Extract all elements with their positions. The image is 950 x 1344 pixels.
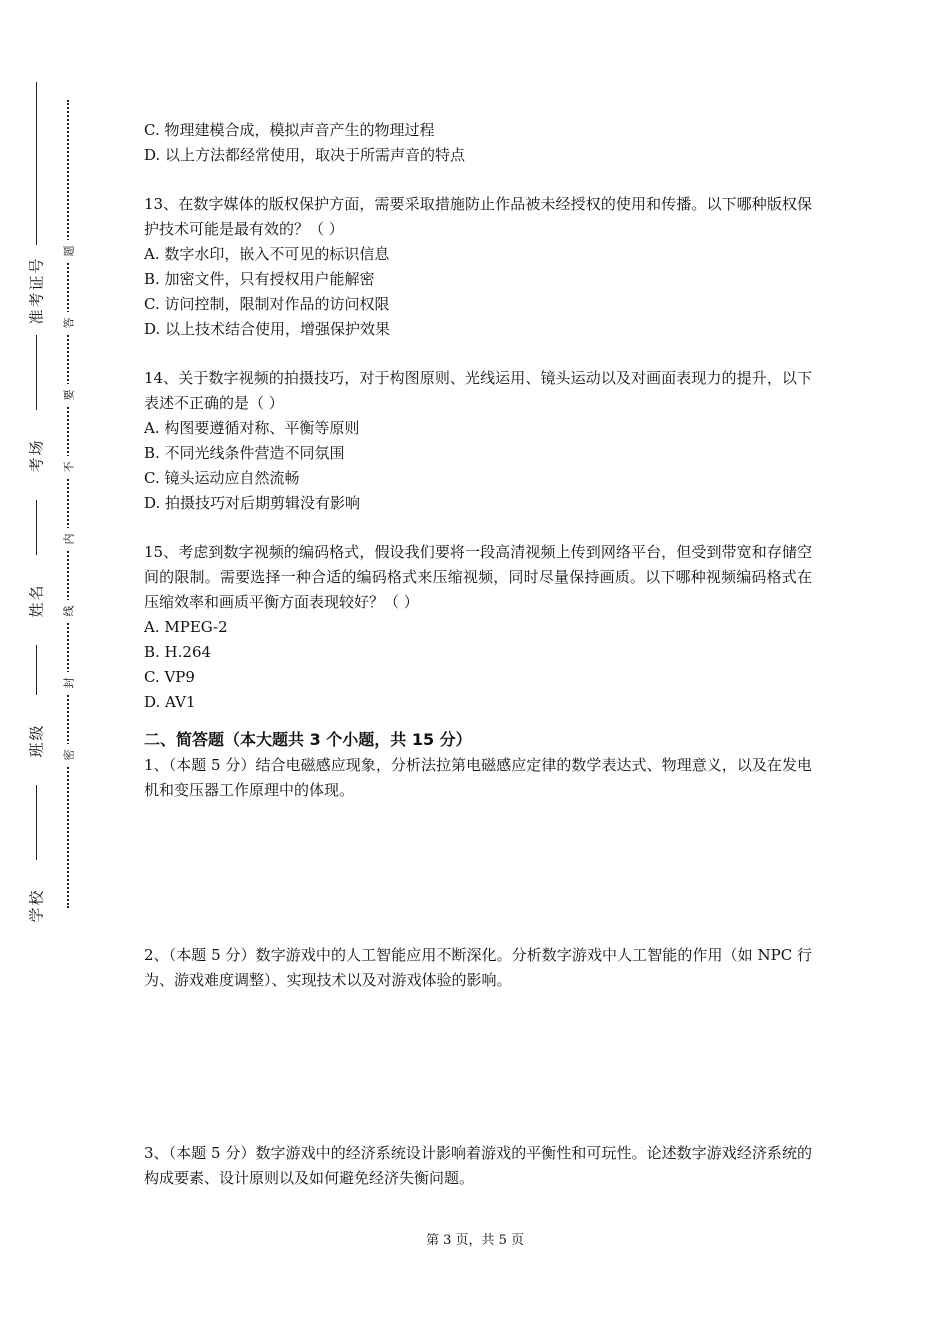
- exam-content: [144, 118, 812, 1191]
- answer-space: [144, 803, 812, 943]
- short-answer-3: 3、（本题 5 分）数字游戏中的经济系统设计影响着游戏的平衡性和可玩性。论述数字游戏经济系统的构成要素、设计原则以及如何避免经济失衡问题。: [144, 1144, 812, 1187]
- question-15-stem: 15、考虑到数字视频的编码格式，假设我们要将一段高清视频上传到网络平台，但受到带宽和存储空间的限制。需要选择一种合适的编码格式来压缩视频，同时尽量保持画质。以下哪种视频编码格式在压缩效率和画质平衡方面表现较好？（ ）: [144, 543, 812, 611]
- question-15-option-b: B. H.264: [144, 643, 212, 661]
- class-label: 班级: [22, 695, 50, 785]
- name-label: 姓名: [22, 555, 50, 645]
- exam-id-label: 准考证号: [22, 245, 50, 335]
- short-answer-1: 1、（本题 5 分）结合电磁感应现象，分析法拉第电磁感应定律的数学表达式、物理意义，以及在发电机和变压器工作原理中的体现。: [144, 756, 812, 799]
- option-c: C. 物理建模合成，模拟声音产生的物理过程: [144, 121, 435, 139]
- seal-char: 封: [58, 672, 78, 694]
- question-14-option-a: A. 构图要遵循对称、平衡等原则: [144, 419, 360, 437]
- question-13-stem: 13、在数字媒体的版权保护方面，需要采取措施防止作品被未经授权的使用和传播。以下哪种版权保护技术可能是最有效的？（ ）: [144, 195, 812, 238]
- question-13-option-d: D. 以上技术结合使用，增强保护效果: [144, 320, 391, 338]
- seal-char: 要: [58, 384, 78, 406]
- question-14-option-c: C. 镜头运动应自然流畅: [144, 469, 300, 487]
- seal-char: 答: [58, 312, 78, 334]
- question-15-option-c: C. VP9: [144, 668, 195, 686]
- question-15-option-d: D. AV1: [144, 693, 196, 711]
- question-14-stem: 14、关于数字视频的拍摄技巧，对于构图原则、光线运用、镜头运动以及对画面表现力的提升，以下表述不正确的是（ ）: [144, 369, 812, 412]
- question-14-option-b: B. 不同光线条件营造不同氛围: [144, 444, 345, 462]
- seal-char: 密: [58, 744, 78, 766]
- question-13-option-b: B. 加密文件，只有授权用户能解密: [144, 270, 375, 288]
- binding-margin: [0, 0, 100, 1344]
- section-2-title: 二、简答题（本大题共 3 个小题，共 15 分）: [144, 730, 472, 749]
- question-13-option-c: C. 访问控制，限制对作品的访问权限: [144, 295, 390, 313]
- question-13-option-a: A. 数字水印，嵌入不可见的标识信息: [144, 245, 390, 263]
- seal-char: 不: [58, 456, 78, 478]
- seal-char: 内: [58, 528, 78, 550]
- school-label: 学校: [22, 860, 50, 950]
- seal-dotted-line: [67, 100, 69, 908]
- page-footer: 第 3 页，共 5 页: [425, 1233, 525, 1248]
- seal-char: 题: [58, 240, 78, 262]
- question-14-option-d: D. 拍摄技巧对后期剪辑没有影响: [144, 494, 361, 512]
- answer-space: [144, 993, 812, 1141]
- binding-solid-line: [36, 82, 37, 942]
- exam-room-label: 考场: [22, 410, 50, 500]
- seal-char: 线: [58, 600, 78, 622]
- short-answer-2: 2、（本题 5 分）数字游戏中的人工智能应用不断深化。分析数字游戏中人工智能的作用（如 NPC 行为、游戏难度调整）、实现技术以及对游戏体验的影响。: [144, 946, 812, 989]
- option-d: D. 以上方法都经常使用，取决于所需声音的特点: [144, 146, 466, 164]
- question-15-option-a: A. MPEG-2: [144, 618, 228, 636]
